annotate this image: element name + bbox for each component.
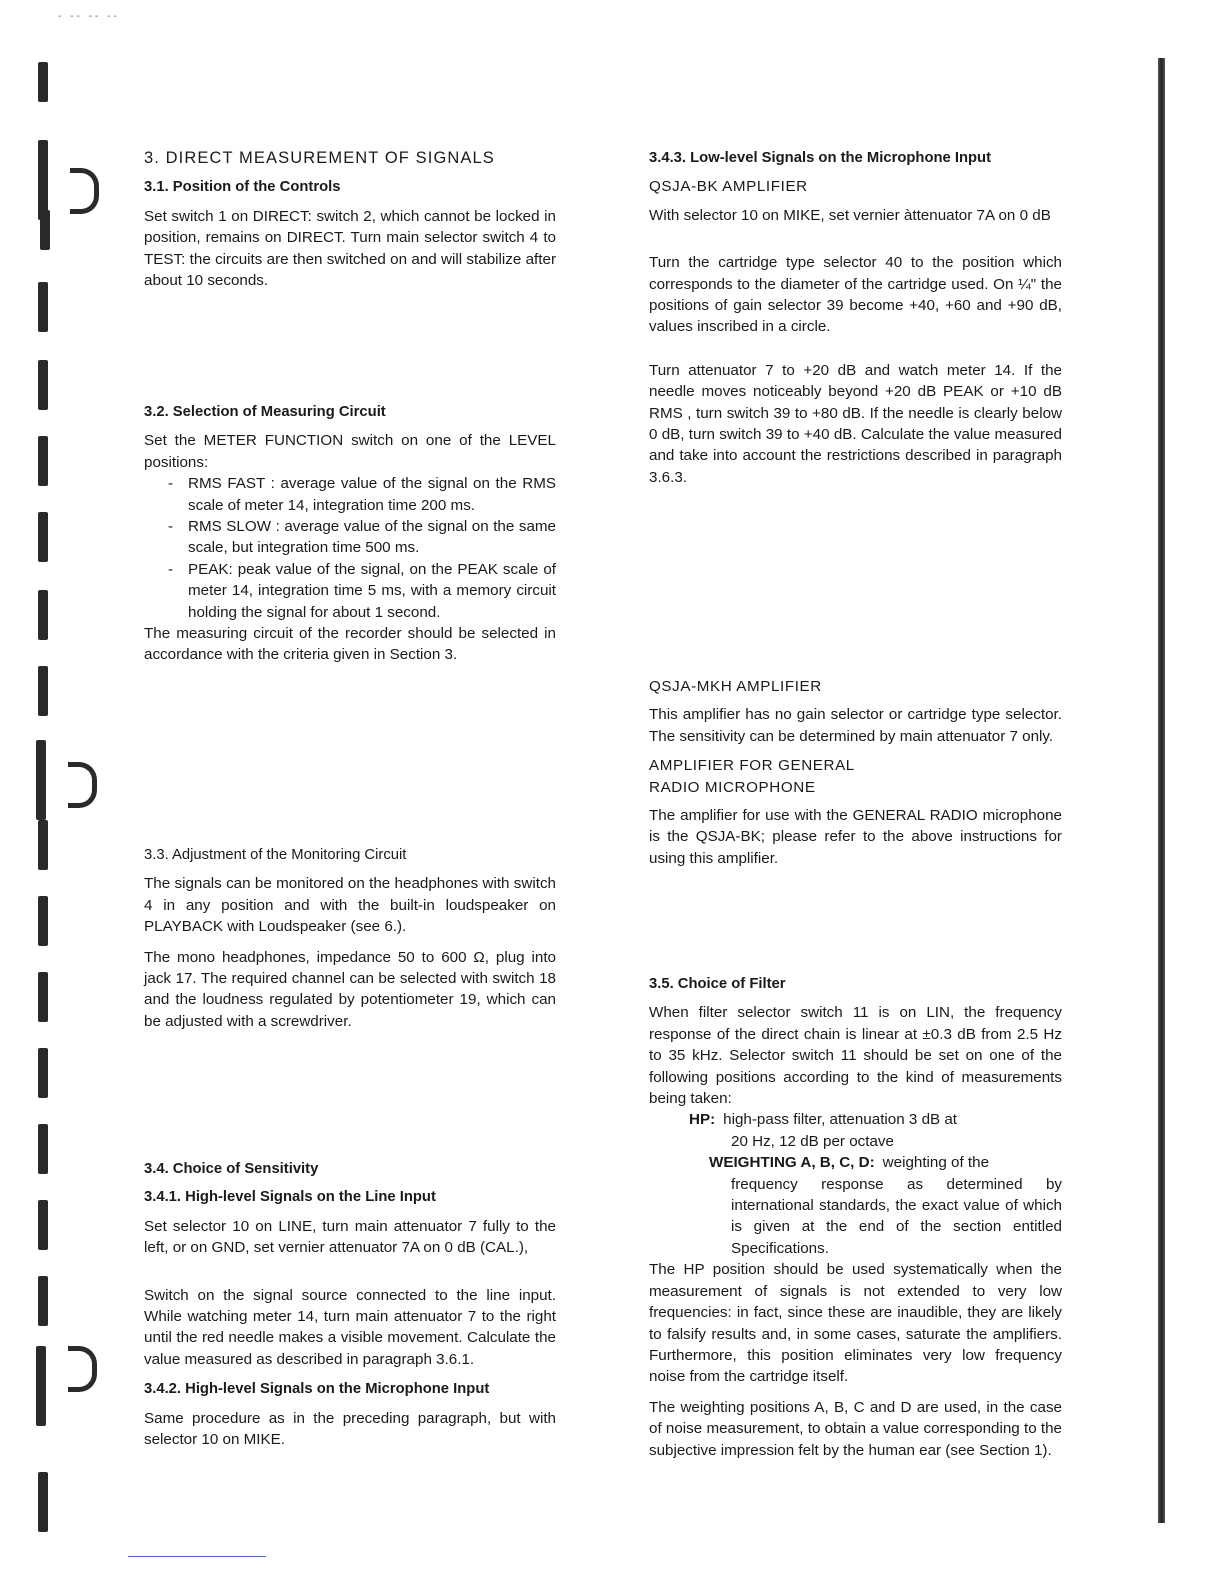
list-item: - RMS FAST : average value of the signal on the RMS scale of meter 14, integration time 200 ms. [188,473,556,516]
section-3-4-3-paragraph-1: With selector 10 on MIKE, set vernier àttenuator 7A on 0 dB [649,206,1051,224]
weighting-description-continued: frequency response as determined by international standards, the exact value of which is given at the end of the section entitled Specifications. [731,1175,1062,1257]
section-3-4 [144,1159,556,1459]
binding-hole [38,590,48,640]
binding-hole [40,210,50,250]
section-3-5-paragraph-2: The HP position should be used systematically when the measurement of signals is not extended to very low frequencies: in fact, since these are inaudible, they are likely to falsify results and, in some cases, saturate the amplifiers. Furthermore, this position eliminates very low frequency noise from the cartridge itself. [649,1261,1062,1386]
section-3 [144,148,556,300]
section-3-heading: 3. DIRECT MEASUREMENT OF SIGNALS [144,149,495,167]
binding-hole [38,512,48,562]
bottom-edge-line [128,1556,266,1557]
section-3-1-heading: 3.1. Position of the Controls [144,179,341,196]
section-3-3-paragraph-2: The mono headphones, impedance 50 to 600 Ω, plug into jack 17. The required channel can be selected with switch 18 and the loudness regulated by potentiometer 19, which can be adjusted with a screwdriver. [144,948,556,1030]
general-radio-heading-line-2: RADIO MICROPHONE [649,778,816,796]
section-3-1-paragraph: Set switch 1 on DIRECT: switch 2, which cannot be locked in position, remains on DIRECT. Turn main selector switch 4 to TEST: the circuits are then switched on and will stabilize after about 10 seconds. [144,207,556,290]
section-3-2-intro: Set the METER FUNCTION switch on one of the LEVEL positions: [144,432,556,471]
binding-hole [38,436,48,486]
section-3-4-3-paragraph-3: Turn attenuator 7 to +20 dB and watch meter 14. If the needle moves noticeably beyond +20 dB PEAK or +10 dB RMS , turn switch 39 to +80 dB. If the needle is clearly below 0 dB, turn switch 39 to +40 dB. Calculate the value measured and take into account the restrictions described in paragraph 3.6.3. [649,361,1062,486]
binding-hole [38,666,48,716]
binding-hole [38,1048,48,1098]
section-3-4-1-heading: 3.4.1. High-level Signals on the Line Input [144,1189,436,1206]
binding-hole [38,820,48,870]
binding-hole [38,62,48,102]
section-3-3-heading: 3.3. Adjustment of the Monitoring Circuit [144,847,407,863]
section-3-4-2-heading: 3.4.2. High-level Signals on the Microphone Input [144,1381,490,1398]
section-3-4-1-paragraph-1: Set selector 10 on LINE, turn main attenuator 7 fully to the left, or on GND, set vernier attenuator 7A on 0 dB (CAL.), [144,1217,556,1257]
binding-hole [38,972,48,1022]
list-item: - PEAK: peak value of the signal, on the PEAK scale of meter 14, integration time 5 ms, with a memory circuit holding the signal for about 1 second. [188,559,556,623]
binding-hole [38,282,48,332]
qsja-mkh-section [649,676,1062,878]
binding-hole [38,360,48,410]
binding-hole [36,740,46,820]
general-radio-heading-line-1: AMPLIFIER FOR GENERAL [649,757,855,775]
binding-hole [38,896,48,946]
section-3-4-2-paragraph: Same procedure as in the preceding paragraph, but with selector 10 on MIKE. [144,1409,556,1449]
binding-hole [38,1276,48,1326]
level-positions-list [144,473,556,623]
binding-hole [38,140,48,220]
binding-hole [38,1472,48,1532]
section-3-3 [144,845,556,1041]
qsja-bk-heading: QSJA-BK AMPLIFIER [649,178,808,196]
hp-term: HP: [689,1111,716,1129]
binding-hole [36,1346,46,1426]
binding-ring [68,1346,97,1392]
binding-edge [0,0,110,1585]
binding-ring [70,168,99,214]
section-3-2-heading: 3.2. Selection of Measuring Circuit [144,404,386,420]
qsja-mkh-paragraph: This amplifier has no gain selector or cartridge type selector. The sensitivity can be determined by main attenuator 7 only. [649,706,1062,745]
right-edge-shadow [1158,58,1165,1523]
list-item [649,1152,1062,1173]
binding-hole [38,1200,48,1250]
qsja-mkh-heading: QSJA-MKH AMPLIFIER [649,678,822,695]
section-3-5-paragraph-1: When filter selector switch 11 is on LIN, the frequency response of the direct chain is linear at ±0.3 dB from 2.5 Hz to 35 kHz. Selector switch 11 should be set on one of the following positions according to the kind of measurements being taken: [649,1004,1062,1108]
filter-positions-list [649,1109,1062,1259]
section-3-5 [649,974,1062,1470]
section-3-5-heading: 3.5. Choice of Filter [649,976,786,992]
scan-artifact-marks: - -- -- -- [58,11,120,22]
binding-hole [38,1124,48,1174]
hp-description: high-pass filter, attenuation 3 dB at [723,1111,958,1129]
general-radio-paragraph: The amplifier for use with the GENERAL RADIO microphone is the QSJA-BK; please refer to the above instructions for using this amplifier. [649,807,1062,867]
weighting-description: weighting of the [882,1154,990,1172]
list-item: - RMS SLOW : average value of the signal on the same scale, but integration time 500 ms. [188,516,556,559]
section-3-3-paragraph-1: The signals can be monitored on the headphones with switch 4 in any position and with the built-in loudspeaker on PLAYBACK with Loudspeaker (see 6.). [144,875,556,936]
section-3-5-paragraph-3: The weighting positions A, B, C and D are used, in the case of noise measurement, to obtain a value corresponding to the subjective impression felt by the human ear (see Section 1). [649,1398,1062,1459]
list-item [649,1109,1062,1130]
binding-ring [68,762,97,808]
section-3-4-3-paragraph-2: Turn the cartridge type selector 40 to the position which corresponds to the diameter of the cartridge used. On ¼" the positions of gain selector 39 become +40, +60 and +90 dB, values inscribed in a circle. [649,254,1062,336]
section-3-4-1-paragraph-2: Switch on the signal source connected to the line input. While watching meter 14, turn main attenuator 7 to the right until the red needle makes a visible movement. Calculate the value measured as described in paragraph 3.6.1. [144,1286,556,1368]
weighting-term: WEIGHTING A, B, C, D: [709,1154,875,1172]
section-3-4-heading: 3.4. Choice of Sensitivity [144,1161,319,1177]
hp-description-continued: 20 Hz, 12 dB per octave [731,1132,894,1150]
section-3-4-3 [649,148,1062,497]
section-3-2-after: The measuring circuit of the recorder should be selected in accordance with the criteria given in Section 3. [144,625,556,664]
section-3-4-3-heading: 3.4.3. Low-level Signals on the Microphone Input [649,150,992,166]
section-3-2 [144,402,556,675]
